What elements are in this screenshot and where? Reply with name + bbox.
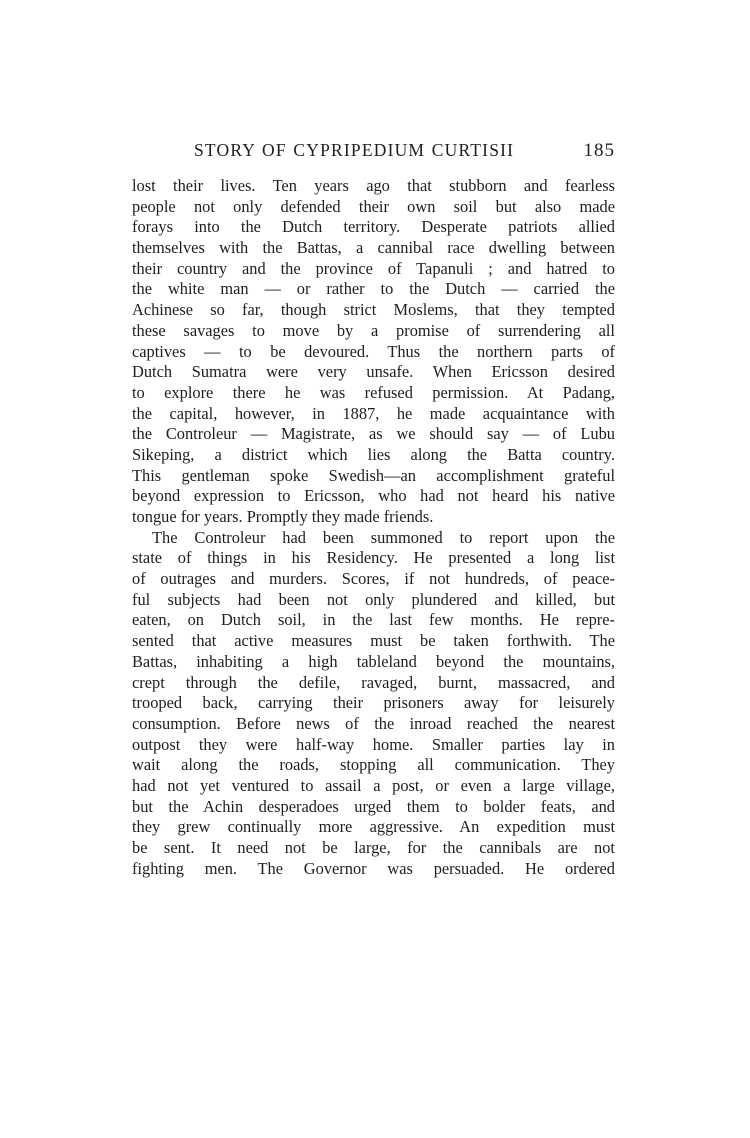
text-line: the Controleur — Magistrate, as we should say — of Lubu [132,424,615,444]
text-line: they grew continually more aggressive. An expedition must [132,817,615,837]
text-line: state of things in his Residency. He presented a long list [132,548,615,568]
text-line: the white man — or rather to the Dutch — carried the [132,279,615,299]
text-line: sented that active measures must be taken forthwith. The [132,631,615,651]
text-line: themselves with the Battas, a cannibal race dwelling between [132,238,615,258]
paragraph-end-line: tongue for years. Promptly they made friends. [132,507,434,526]
paragraph-start-line: The Controleur had been summoned to report upon the [152,527,615,547]
text-line: had not yet ventured to assail a post, or even a large village, [132,775,615,795]
running-head [132,140,615,166]
text-line: these savages to move by a promise of surrendering all [132,320,615,340]
text-line: Dutch Sumatra were very unsafe. When Ericsson desired [132,362,615,382]
body-text [132,176,615,879]
page-number: 185 [583,140,615,161]
text-line: lost their lives. Ten years ago that stubborn and fearless [132,176,615,195]
text-line: to explore there he was refused permission. At Padang, [132,382,615,402]
running-title: STORY OF CYPRIPEDIUM CURTISII [194,140,515,160]
text-line: of outrages and murders. Scores, if not hundreds, of peace- [132,569,615,589]
text-line: Sikeping, a district which lies along the Batta country. [132,444,615,464]
text-line: captives — to be devoured. Thus the northern parts of [132,341,615,361]
text-line: crept through the defile, ravaged, burnt, massacred, and [132,672,615,692]
text-line: people not only defended their own soil but also made [132,196,615,216]
text-line: fighting men. The Governor was persuaded. He ordered [132,858,615,878]
text-line: ful subjects had been not only plundered and killed, but [132,589,615,609]
text-line: eaten, on Dutch soil, in the last few months. He repre- [132,610,615,630]
text-line: Battas, inhabiting a high tableland beyond the mountains, [132,651,615,671]
text-line: beyond expression to Ericsson, who had not heard his native [132,486,615,506]
text-line: consumption. Before news of the inroad reached the nearest [132,713,615,733]
text-line: outpost they were half-way home. Smaller parties lay in [132,734,615,754]
text-line: trooped back, carrying their prisoners away for leisurely [132,693,615,713]
text-line: Achinese so far, though strict Moslems, that they tempted [132,300,615,320]
text-line: their country and the province of Tapanuli ; and hatred to [132,258,615,278]
text-line: the capital, however, in 1887, he made acquaintance with [132,403,615,423]
text-line: forays into the Dutch territory. Desperate patriots allied [132,217,615,237]
text-line: This gentleman spoke Swedish—an accomplishment grateful [132,465,615,485]
text-line: but the Achin desperadoes urged them to bolder feats, and [132,796,615,816]
text-line: wait along the roads, stopping all communication. They [132,755,615,775]
text-line: be sent. It need not be large, for the cannibals are not [132,838,615,857]
